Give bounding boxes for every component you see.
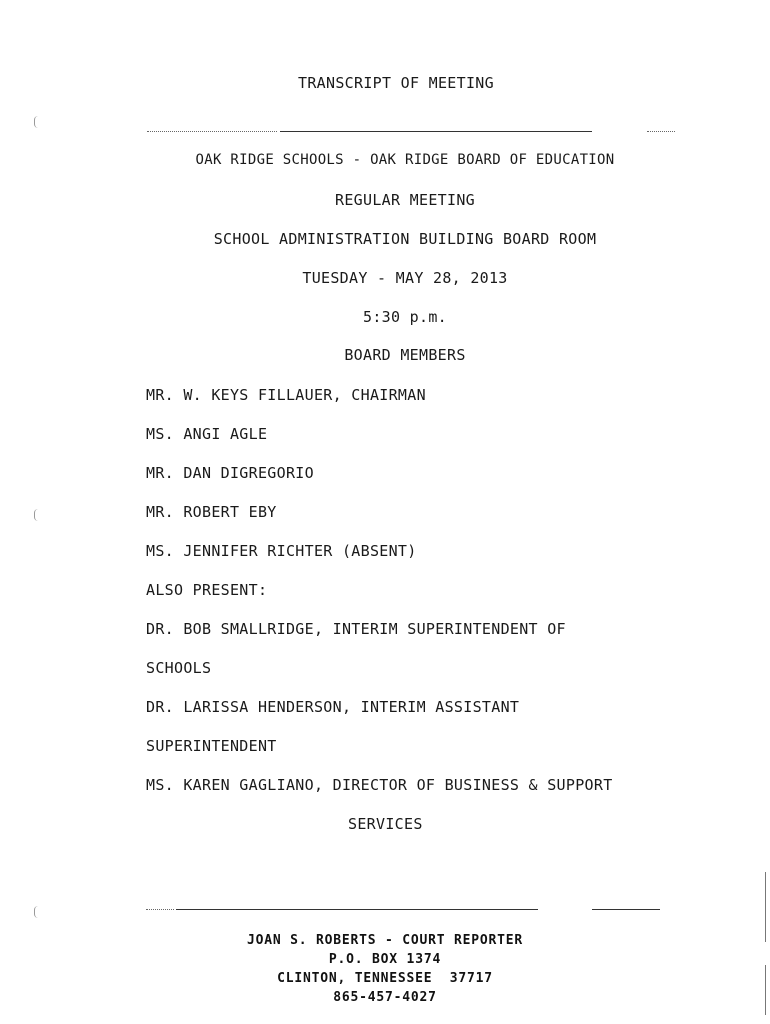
also-present-entry-continued: SERVICES	[348, 815, 423, 833]
board-member: MR. ROBERT EBY	[146, 503, 277, 521]
binder-hole-mark	[34, 906, 40, 918]
also-present-entry: MS. KAREN GAGLIANO, DIRECTOR OF BUSINESS & SUPPORT	[146, 776, 613, 794]
also-present-heading: ALSO PRESENT:	[146, 581, 268, 599]
binder-hole-mark	[34, 509, 40, 521]
meeting-type: REGULAR MEETING	[335, 191, 475, 209]
board-member: MS. ANGI AGLE	[146, 425, 268, 443]
also-present-entry-continued: SCHOOLS	[146, 659, 212, 677]
board-member: MR. DAN DIGREGORIO	[146, 464, 314, 482]
court-reporter-phone: 865-457-4027	[333, 990, 437, 1005]
court-reporter-po-box: P.O. BOX 1374	[328, 952, 442, 967]
bottom-rule-main	[176, 909, 538, 910]
board-member: MR. W. KEYS FILLAUER, CHAIRMAN	[146, 386, 426, 404]
document-title: TRANSCRIPT OF MEETING	[298, 74, 494, 92]
court-reporter-city: CLINTON, TENNESSEE 37717	[277, 971, 493, 986]
board-members-heading: BOARD MEMBERS	[344, 346, 466, 364]
bottom-rule-right	[592, 909, 660, 910]
binder-hole-mark	[34, 116, 40, 128]
board-member: MS. JENNIFER RICHTER (ABSENT)	[146, 542, 417, 560]
meeting-time: 5:30 p.m.	[363, 308, 447, 326]
top-rule-right	[647, 131, 675, 132]
scan-edge-mark	[765, 872, 766, 942]
meeting-date: TUESDAY - MAY 28, 2013	[302, 269, 508, 287]
also-present-entry: DR. LARISSA HENDERSON, INTERIM ASSISTANT	[146, 698, 520, 716]
organization-line: OAK RIDGE SCHOOLS - OAK RIDGE BOARD OF EDUCATION	[195, 152, 615, 168]
court-reporter-name: JOAN S. ROBERTS - COURT REPORTER	[246, 933, 524, 948]
top-rule-left	[147, 131, 277, 132]
also-present-entry-continued: SUPERINTENDENT	[146, 737, 277, 755]
also-present-entry: DR. BOB SMALLRIDGE, INTERIM SUPERINTENDENT OF	[146, 620, 566, 638]
bottom-rule-left	[146, 909, 174, 910]
top-rule-main	[280, 131, 592, 132]
meeting-location: SCHOOL ADMINISTRATION BUILDING BOARD ROOM	[213, 230, 597, 248]
